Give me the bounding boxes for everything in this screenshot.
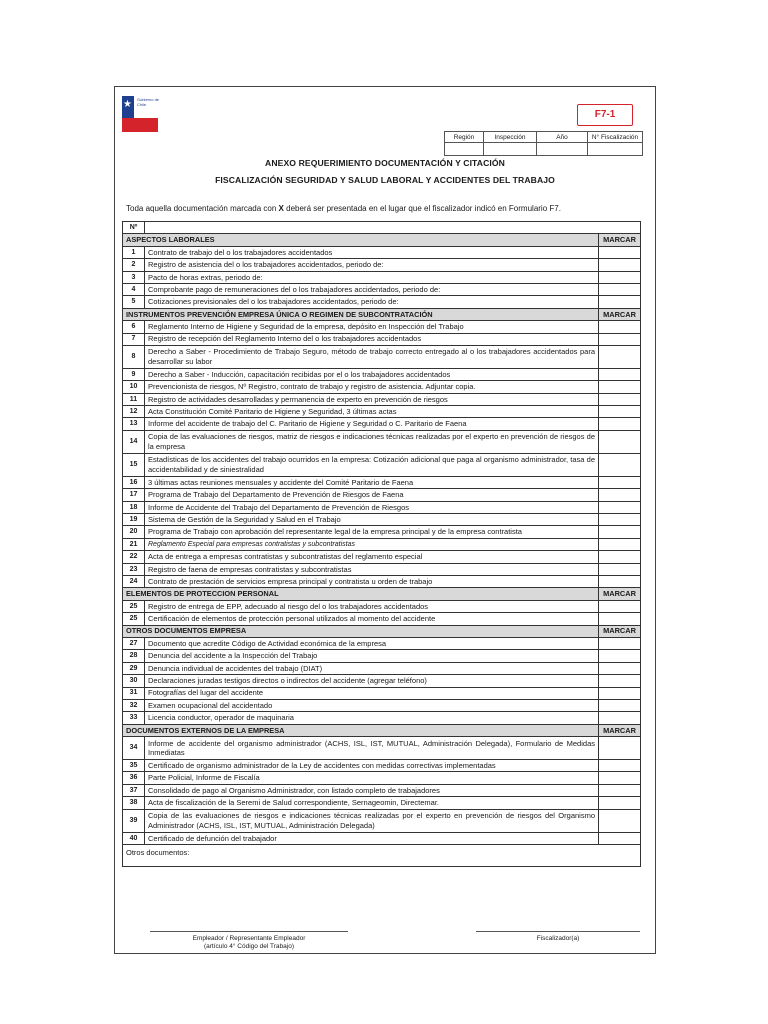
- mark-cell[interactable]: [599, 489, 641, 501]
- item-number: 12: [123, 406, 145, 418]
- item-number: 25: [123, 600, 145, 612]
- mark-cell[interactable]: [599, 246, 641, 258]
- marcar-header: MARCAR: [599, 588, 641, 600]
- table-row: [123, 675, 641, 687]
- section-header-row: [123, 724, 641, 736]
- section-header-row: [123, 234, 641, 246]
- item-description: Prevencionista de riesgos, Nº Registro, contrato de trabajo y registro de asistencia. Adjuntar copia.: [145, 381, 599, 393]
- table-row: [123, 514, 641, 526]
- mark-cell[interactable]: [599, 283, 641, 295]
- mark-cell[interactable]: [599, 575, 641, 587]
- item-number: 2: [123, 259, 145, 271]
- mark-cell[interactable]: [599, 809, 641, 832]
- item-description: 3 últimas actas reuniones mensuales y accidente del Comité Paritario de Faena: [145, 476, 599, 488]
- mark-cell[interactable]: [599, 637, 641, 649]
- item-number: 10: [123, 381, 145, 393]
- mark-cell[interactable]: [599, 600, 641, 612]
- table-row: [123, 832, 641, 844]
- section-title: OTROS DOCUMENTOS EMPRESA: [123, 625, 599, 637]
- section-title: ELEMENTOS DE PROTECCION PERSONAL: [123, 588, 599, 600]
- item-number: 39: [123, 809, 145, 832]
- item-description: Declaraciones juradas testigos directos o indirectos del accidente (agregar teléfono): [145, 675, 599, 687]
- item-description: Parte Policial, Informe de Fiscalía: [145, 772, 599, 784]
- table-row: [123, 784, 641, 796]
- item-number: 36: [123, 772, 145, 784]
- mark-cell[interactable]: [599, 321, 641, 333]
- item-description: Certificado de defunción del trabajador: [145, 832, 599, 844]
- item-description: Copia de las evaluaciones de riesgos e indicaciones técnicas realizadas por el experto en prevención de riesgos del Organismo Administrador (ACHS, ISL, IST, MUTUAL, Administración Delegada): [145, 809, 599, 832]
- section-title: INSTRUMENTOS PREVENCIÓN EMPRESA ÚNICA O REGIMEN DE SUBCONTRATACIÓN: [123, 308, 599, 320]
- mark-cell[interactable]: [599, 418, 641, 430]
- item-number: 9: [123, 368, 145, 380]
- section-title: ASPECTOS LABORALES: [123, 234, 599, 246]
- item-number: 23: [123, 563, 145, 575]
- item-number: 7: [123, 333, 145, 345]
- table-row: [123, 760, 641, 772]
- region-header: Región: [445, 132, 484, 143]
- mark-cell[interactable]: [599, 368, 641, 380]
- table-row: [123, 526, 641, 538]
- item-description: Licencia conductor, operador de maquinaria: [145, 712, 599, 724]
- table-row: [123, 259, 641, 271]
- section-header-row: [123, 588, 641, 600]
- mark-cell[interactable]: [599, 526, 641, 538]
- year-header: Año: [537, 132, 588, 143]
- form-code-badge: F7-1: [577, 104, 633, 126]
- number-header: Nº: [123, 222, 145, 234]
- item-description: Consolidado de pago al Organismo Administrador, con listado completo de trabajadores: [145, 784, 599, 796]
- mark-cell[interactable]: [599, 381, 641, 393]
- item-description: Examen ocupacional del accidentado: [145, 699, 599, 711]
- year-field[interactable]: [537, 143, 588, 156]
- item-description: Registro de faena de empresas contratistas y subcontratistas: [145, 563, 599, 575]
- instructions-text: Toda aquella documentación marcada con X deberá ser presentada en el lugar que el fiscalizador indicó en Formulario F7.: [126, 204, 561, 213]
- other-documents-row: [123, 845, 641, 867]
- inspector-signature-label: Fiscalizador(a): [536, 935, 580, 942]
- item-description: Informe de Accidente del Trabajo del Departamento de Prevención de Riesgos: [145, 501, 599, 513]
- item-description: Reglamento Especial para empresas contratistas y subcontratistas: [145, 538, 599, 550]
- mark-cell[interactable]: [599, 687, 641, 699]
- item-description: Estadísticas de los accidentes del trabajo ocurridos en la empresa: Cotización adicional que paga al organismo administrador, tasa de accidentabilidad y de siniestralidad: [145, 453, 599, 476]
- mark-cell[interactable]: [599, 430, 641, 453]
- fiscalization-number-header: N° Fiscalización: [588, 132, 643, 143]
- mark-cell[interactable]: [599, 514, 641, 526]
- item-number: 4: [123, 283, 145, 295]
- item-number: 19: [123, 514, 145, 526]
- mark-cell[interactable]: [599, 538, 641, 550]
- inspection-field[interactable]: [484, 143, 537, 156]
- item-number: 8: [123, 345, 145, 368]
- item-number: 21: [123, 538, 145, 550]
- mark-cell[interactable]: [599, 613, 641, 625]
- mark-cell[interactable]: [599, 393, 641, 405]
- table-row: [123, 551, 641, 563]
- item-number: 16: [123, 476, 145, 488]
- table-row: [123, 271, 641, 283]
- mark-cell[interactable]: [599, 551, 641, 563]
- table-row: [123, 600, 641, 612]
- item-description: Acta de entrega a empresas contratistas y subcontratistas del reglamento especial: [145, 551, 599, 563]
- table-row: [123, 737, 641, 760]
- table-row: [123, 797, 641, 809]
- item-description: Fotografías del lugar del accidente: [145, 687, 599, 699]
- table-row: [123, 613, 641, 625]
- table-row: [123, 430, 641, 453]
- table-row: [123, 345, 641, 368]
- mark-cell[interactable]: [599, 784, 641, 796]
- item-number: 14: [123, 430, 145, 453]
- item-number: 13: [123, 418, 145, 430]
- other-documents-field[interactable]: Otros documentos:: [123, 845, 641, 867]
- table-row: [123, 538, 641, 550]
- table-row: [123, 246, 641, 258]
- marcar-header: MARCAR: [599, 234, 641, 246]
- mark-cell[interactable]: [599, 501, 641, 513]
- item-number: 1: [123, 246, 145, 258]
- item-number: 18: [123, 501, 145, 513]
- item-description: Acta de fiscalización de la Seremi de Salud correspondiente, Sernageomin, Directemar.: [145, 797, 599, 809]
- table-row: [123, 650, 641, 662]
- item-description: Registro de actividades desarrolladas y permanencia de experto en prevención de riesgos: [145, 393, 599, 405]
- table-row: [123, 712, 641, 724]
- item-number: 35: [123, 760, 145, 772]
- item-number: 22: [123, 551, 145, 563]
- header-blank: [145, 222, 641, 234]
- item-description: Documento que acredite Código de Actividad económica de la empresa: [145, 637, 599, 649]
- item-number: 25: [123, 613, 145, 625]
- table-row: [123, 368, 641, 380]
- item-number: 40: [123, 832, 145, 844]
- table-row: [123, 563, 641, 575]
- table-row: [123, 321, 641, 333]
- table-row: [123, 637, 641, 649]
- item-number: 38: [123, 797, 145, 809]
- item-description: Registro de entrega de EPP, adecuado al riesgo del o los trabajadores accidentados: [145, 600, 599, 612]
- mark-cell[interactable]: [599, 737, 641, 760]
- item-number: 29: [123, 662, 145, 674]
- item-number: 33: [123, 712, 145, 724]
- item-description: Derecho a Saber - Procedimiento de Trabajo Seguro, método de trabajo correcto entregado al o los trabajadores accidentados para desarrollar su labor: [145, 345, 599, 368]
- item-number: 15: [123, 453, 145, 476]
- item-description: Programa de Trabajo con aprobación del representante legal de la empresa principal y de la empresa contratista: [145, 526, 599, 538]
- item-description: Reglamento Interno de Higiene y Seguridad de la empresa, depósito en Inspección del Trabajo: [145, 321, 599, 333]
- item-number: 17: [123, 489, 145, 501]
- item-description: Comprobante pago de remuneraciones del o los trabajadores accidentados, periodo de:: [145, 283, 599, 295]
- item-number: 27: [123, 637, 145, 649]
- item-description: Derecho a Saber - Inducción, capacitación recibidas por el o los trabajadores accidentados: [145, 368, 599, 380]
- table-row: [123, 333, 641, 345]
- registration-table: [444, 131, 643, 156]
- table-row: [123, 809, 641, 832]
- section-header-row: [123, 625, 641, 637]
- item-description: Contrato de prestación de servicios empresa principal y contratista u orden de trabajo: [145, 575, 599, 587]
- item-description: Denuncia del accidente a la Inspección del Trabajo: [145, 650, 599, 662]
- mark-cell[interactable]: [599, 333, 641, 345]
- item-number: 3: [123, 271, 145, 283]
- item-description: Cotizaciones previsionales del o los trabajadores accidentados, periodo de:: [145, 296, 599, 308]
- table-row: [123, 381, 641, 393]
- item-description: Pacto de horas extras, periodo de:: [145, 271, 599, 283]
- item-number: 31: [123, 687, 145, 699]
- item-number: 5: [123, 296, 145, 308]
- item-description: Copia de las evaluaciones de riesgos, matriz de riesgos e indicaciones técnicas realizadas por el experto en prevención de riesgos de la empresa: [145, 430, 599, 453]
- mark-cell[interactable]: [599, 662, 641, 674]
- item-description: Informe de accidente del organismo administrador (ACHS, ISL, IST, MUTUAL, Administración Delegada), Formulario de Medidas Inmediatas: [145, 737, 599, 760]
- mark-cell[interactable]: [599, 453, 641, 476]
- mark-cell[interactable]: [599, 563, 641, 575]
- table-row: [123, 501, 641, 513]
- mark-cell[interactable]: [599, 650, 641, 662]
- item-number: 6: [123, 321, 145, 333]
- item-description: Sistema de Gestión de la Seguridad y Salud en el Trabajo: [145, 514, 599, 526]
- table-header-row: [123, 222, 641, 234]
- inspection-header: Inspección: [484, 132, 537, 143]
- documents-table: [122, 221, 641, 867]
- table-row: [123, 418, 641, 430]
- item-number: 11: [123, 393, 145, 405]
- government-logo: ★ Gobierno de Chile: [122, 96, 158, 132]
- section-header-row: [123, 308, 641, 320]
- item-description: Certificación de elementos de protección personal utilizados al momento del accidente: [145, 613, 599, 625]
- mark-cell[interactable]: [599, 345, 641, 368]
- table-row: [123, 406, 641, 418]
- item-description: Denuncia individual de accidentes del trabajo (DIAT): [145, 662, 599, 674]
- item-description: Registro de asistencia del o los trabajadores accidentados, periodo de:: [145, 259, 599, 271]
- marcar-header: MARCAR: [599, 724, 641, 736]
- mark-cell[interactable]: [599, 712, 641, 724]
- table-row: [123, 453, 641, 476]
- employer-signature-label: Empleador / Representante Empleador (artículo 4° Código del Trabajo): [192, 935, 306, 950]
- mark-cell[interactable]: [599, 699, 641, 711]
- item-description: Acta Constitución Comité Paritario de Higiene y Seguridad, 3 últimas actas: [145, 406, 599, 418]
- table-row: [123, 575, 641, 587]
- item-number: 34: [123, 737, 145, 760]
- mark-cell[interactable]: [599, 476, 641, 488]
- mark-cell[interactable]: [599, 772, 641, 784]
- region-field[interactable]: [445, 143, 484, 156]
- item-description: Registro de recepción del Reglamento Interno del o los trabajadores accidentados: [145, 333, 599, 345]
- mark-cell[interactable]: [599, 675, 641, 687]
- table-row: [123, 489, 641, 501]
- marcar-header: MARCAR: [599, 308, 641, 320]
- table-row: [123, 662, 641, 674]
- document-title: ANEXO REQUERIMIENTO DOCUMENTACIÓN Y CITACIÓN: [265, 158, 505, 168]
- mark-cell[interactable]: [599, 271, 641, 283]
- item-description: Certificado de organismo administrador de la Ley de accidentes con medidas correctivas implementadas: [145, 760, 599, 772]
- table-row: [123, 699, 641, 711]
- table-row: [123, 772, 641, 784]
- table-row: [123, 393, 641, 405]
- table-row: [123, 687, 641, 699]
- item-number: 28: [123, 650, 145, 662]
- fiscalization-number-field[interactable]: [588, 143, 643, 156]
- item-number: 30: [123, 675, 145, 687]
- mark-cell[interactable]: [599, 797, 641, 809]
- table-row: [123, 283, 641, 295]
- mark-cell[interactable]: [599, 832, 641, 844]
- table-row: [123, 476, 641, 488]
- mark-cell[interactable]: [599, 296, 641, 308]
- mark-cell[interactable]: [599, 406, 641, 418]
- employer-signature-line: [150, 931, 348, 932]
- item-number: 20: [123, 526, 145, 538]
- document-subtitle: FISCALIZACIÓN SEGURIDAD Y SALUD LABORAL Y ACCIDENTES DEL TRABAJO: [215, 175, 555, 185]
- item-description: Programa de Trabajo del Departamento de Prevención de Riesgos de Faena: [145, 489, 599, 501]
- mark-cell[interactable]: [599, 760, 641, 772]
- item-description: Contrato de trabajo del o los trabajadores accidentados: [145, 246, 599, 258]
- item-number: 32: [123, 699, 145, 711]
- marcar-header: MARCAR: [599, 625, 641, 637]
- item-description: Informe del accidente de trabajo del C. Paritario de Higiene y Seguridad o C. Paritario de Faena: [145, 418, 599, 430]
- inspector-signature-line: [476, 931, 640, 932]
- item-number: 24: [123, 575, 145, 587]
- table-row: [123, 296, 641, 308]
- item-number: 37: [123, 784, 145, 796]
- section-title: DOCUMENTOS EXTERNOS DE LA EMPRESA: [123, 724, 599, 736]
- mark-cell[interactable]: [599, 259, 641, 271]
